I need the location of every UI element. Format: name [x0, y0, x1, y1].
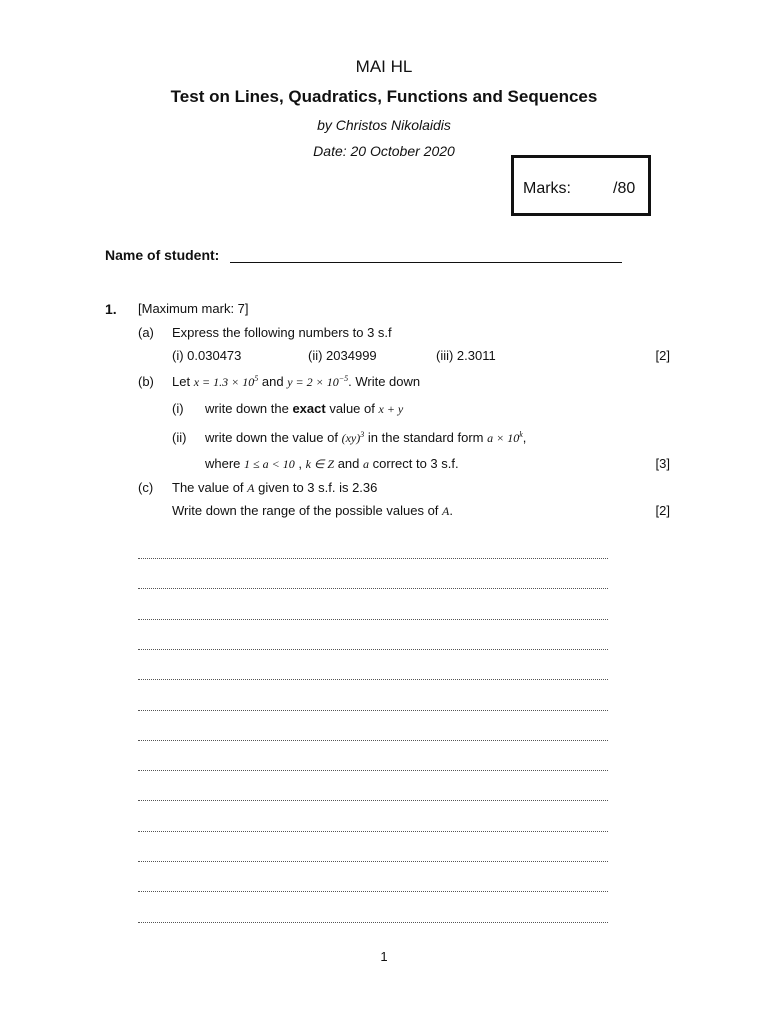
part-a-mark: [2]: [655, 348, 670, 363]
answer-line[interactable]: [138, 891, 608, 892]
max-mark: [Maximum mark: 7]: [138, 301, 249, 316]
answer-line[interactable]: [138, 922, 608, 923]
x-plus-y-expression: x + y: [378, 402, 404, 416]
part-b-conditions: where 1 ≤ a < 10 , k ∈ Z and a correct to 3 s.f.: [205, 456, 459, 471]
answer-line[interactable]: [138, 831, 608, 832]
test-date: Date: 20 October 2020: [313, 143, 455, 159]
condition-a-var: a: [363, 457, 370, 471]
author: by Christos Nikolaidis: [317, 117, 451, 133]
answer-line[interactable]: [138, 619, 608, 620]
answer-line[interactable]: [138, 558, 608, 559]
answer-line[interactable]: [138, 800, 608, 801]
part-b-ii-label: (ii): [172, 430, 187, 445]
answer-line[interactable]: [138, 770, 608, 771]
part-b-write-down: . Write down: [348, 374, 421, 389]
marks-label: Marks:: [523, 180, 571, 197]
var-a: A: [247, 481, 255, 495]
question-number: 1.: [105, 301, 117, 317]
part-b-label: (b): [138, 374, 154, 389]
part-a-item-iii: (iii) 2.3011: [436, 348, 496, 363]
exact-emphasis: exact: [292, 401, 326, 416]
part-b-intro: [172, 374, 420, 390]
part-b-i-label: (i): [172, 401, 184, 416]
standard-form-expression: $a \times 10^k$: [487, 430, 523, 445]
marks-box: [511, 155, 651, 216]
part-c-text: The value of A given to 3 s.f. is 2.36: [172, 480, 378, 495]
answer-line[interactable]: [138, 710, 608, 711]
course-code: MAI HL: [355, 57, 413, 76]
part-b-mark: [3]: [655, 456, 670, 471]
answer-line[interactable]: [138, 649, 608, 650]
part-c-label: (c): [138, 480, 154, 495]
student-name-field[interactable]: [230, 262, 622, 263]
part-a-text: Express the following numbers to 3 s.f: [172, 325, 392, 340]
part-c-mark: [2]: [655, 503, 670, 518]
part-b-ii-text: write down the value of (xy)$^3$ in the standard form $a \times 10^k$,: [205, 430, 527, 445]
part-c-line2: Write down the range of the possible values of A.: [172, 503, 454, 518]
answer-line[interactable]: [138, 740, 608, 741]
answer-line[interactable]: [138, 679, 608, 680]
condition-k-integer: k ∈ Z: [305, 457, 335, 471]
y-definition: $y = 2 \times 10^{-5}$: [287, 374, 349, 389]
answer-line[interactable]: [138, 861, 608, 862]
student-name-label: Name of student:: [105, 247, 220, 263]
marks-total: /80: [613, 180, 636, 197]
answer-line[interactable]: [138, 588, 608, 589]
var-a-2: A: [442, 504, 450, 518]
part-b-and: and: [261, 374, 284, 389]
test-title: Test on Lines, Quadratics, Functions and Sequences: [170, 87, 598, 106]
part-a-label: (a): [138, 325, 154, 340]
part-a-item-ii: (ii) 2034999: [308, 348, 377, 363]
page-number: 1: [380, 949, 388, 964]
x-definition: $x = 1.3 \times 10^5$: [193, 374, 259, 389]
xy-cubed-expression: (xy)$^3$: [341, 430, 365, 445]
part-b-let: Let: [172, 374, 191, 389]
part-b-i-text: write down the exact value of x + y: [205, 401, 404, 416]
condition-a-range: 1 ≤ a < 10: [244, 457, 295, 471]
part-a-item-i: (i) 0.030473: [172, 348, 242, 363]
